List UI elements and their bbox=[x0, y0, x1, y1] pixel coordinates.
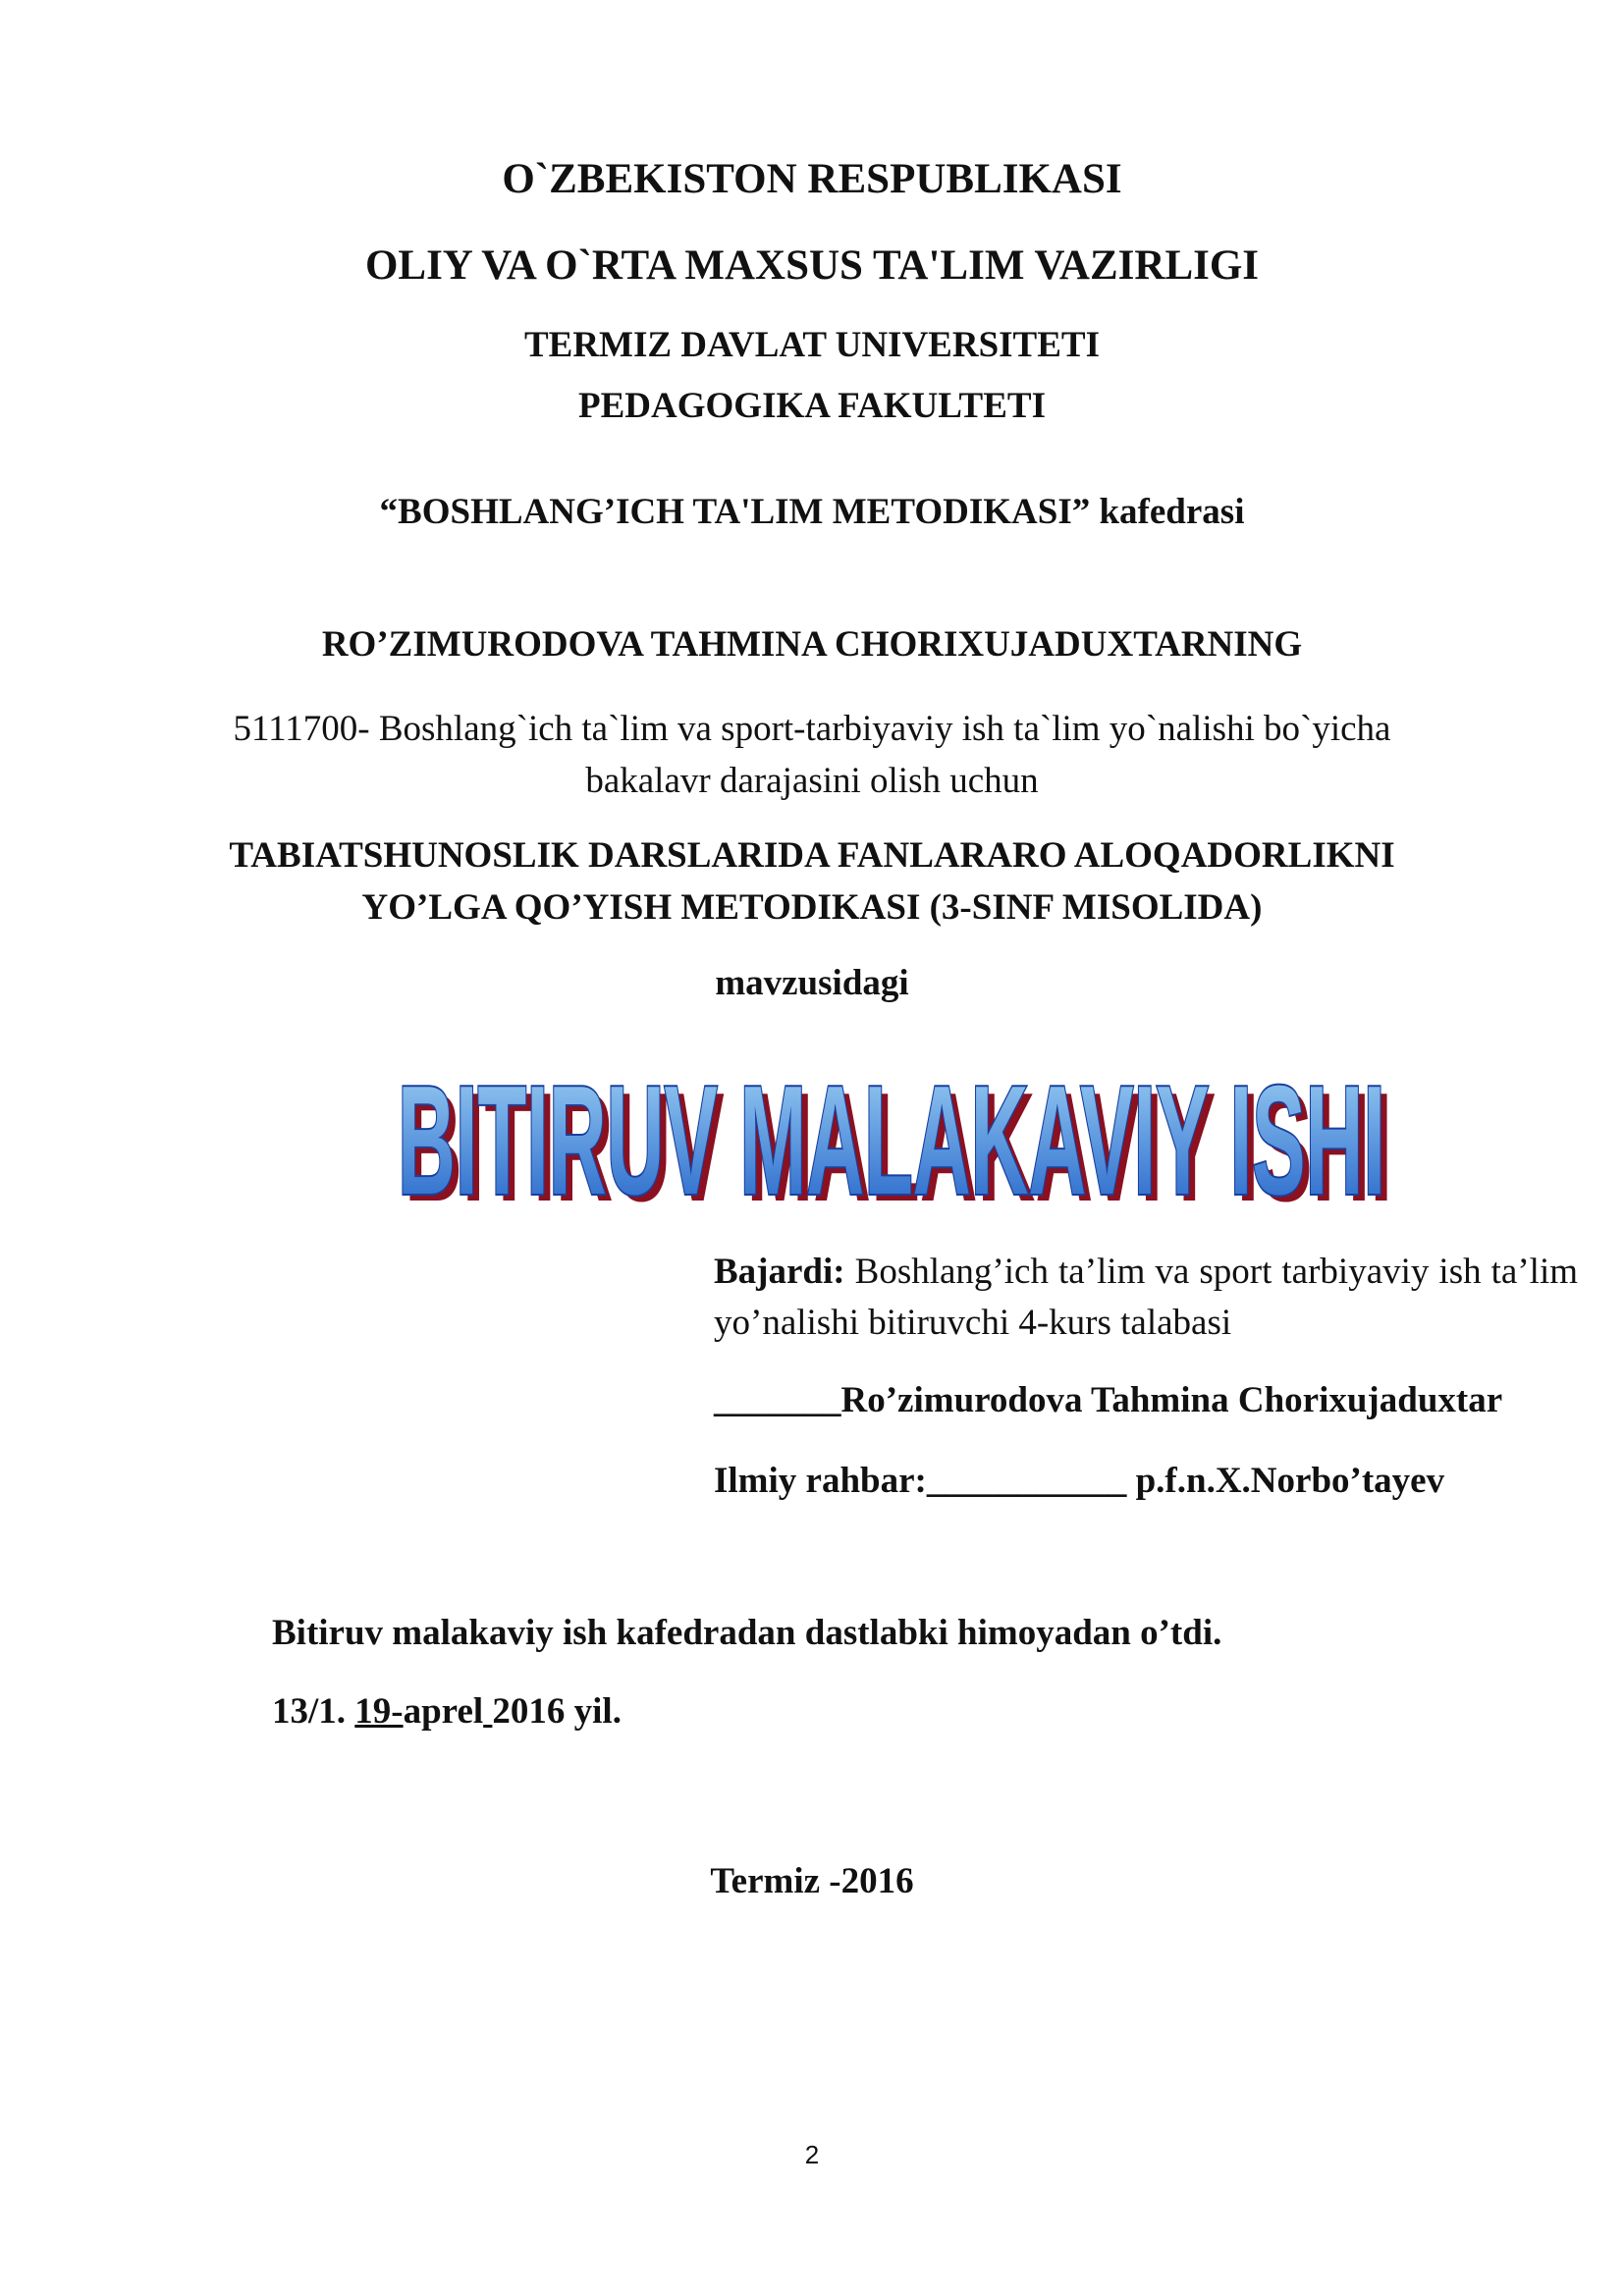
ministry-heading: OLIY VA O`RTA MAXSUS TA'LIM VAZIRLIGI bbox=[364, 242, 1260, 289]
wordart-shadow: BITIRUV MALAKAVIY ISHI bbox=[405, 1061, 1392, 1217]
performer-label: Bajardi: bbox=[714, 1252, 845, 1292]
topic-line-2: YO’LGA QO’YISH METODIKASI (3-SINF MISOLIDA) bbox=[361, 887, 1263, 928]
performer-description: Boshlang’ich ta’lim va sport tarbiyaviy ish ta’lim yo’nalishi bitiruvchi 4-kurs talabasi bbox=[714, 1252, 1579, 1343]
date-year: 2016 yil. bbox=[492, 1691, 622, 1732]
author-line: RO’ZIMURODOVA TAHMINA CHORIXUJADUXTARNING bbox=[321, 624, 1303, 665]
department-heading: “BOSHLANG’ICH TA'LIM METODIKASI” kafedrasi bbox=[379, 492, 1245, 532]
degree-line-2: bakalavr darajasini olish uchun bbox=[585, 761, 1039, 801]
city-year: Termiz -2016 bbox=[710, 1861, 914, 1901]
date-month: aprel bbox=[403, 1691, 484, 1732]
degree-description bbox=[0, 703, 1624, 807]
wordart-text: BITIRUV MALAKAVIY ISHI bbox=[398, 1054, 1385, 1217]
supervisor-name: p.f.n.X.Norbo’tayev bbox=[1135, 1461, 1445, 1501]
defense-note: Bitiruv malakaviy ish kafedradan dastlabki himoyadan o’tdi. bbox=[272, 1613, 1222, 1653]
republic-heading: O`ZBEKISTON RESPUBLIKASI bbox=[502, 156, 1122, 202]
student-name: Ro’zimurodova Tahmina Chorixujaduxtar bbox=[840, 1380, 1503, 1420]
topic-line-1: TABIATSHUNOSLIK DARSLARIDA FANLARARO ALOQADORLIKNI bbox=[229, 835, 1395, 876]
topic-suffix: mavzusidagi bbox=[715, 963, 909, 1003]
wordart-title bbox=[388, 1021, 1399, 1217]
page-number: 2 bbox=[804, 2140, 820, 2169]
supervisor-label: Ilmiy rahbar: bbox=[714, 1461, 927, 1501]
date-prefix: 13/1. bbox=[272, 1691, 355, 1732]
student-signature-line bbox=[714, 1379, 1578, 1421]
performer-info bbox=[714, 1247, 1578, 1349]
student-signature-blank: _______ bbox=[714, 1380, 841, 1420]
faculty-heading: PEDAGOGIKA FAKULTETI bbox=[578, 386, 1046, 426]
university-heading: TERMIZ DAVLAT UNIVERSITETI bbox=[523, 325, 1100, 365]
defense-date bbox=[272, 1690, 622, 1733]
thesis-topic bbox=[0, 829, 1624, 934]
date-day: 19- bbox=[354, 1691, 404, 1732]
degree-line-1: 5111700- Boshlang`ich ta`lim va sport-tarbiyaviy ish ta`lim yo`nalishi bo`yicha bbox=[233, 709, 1391, 749]
supervisor-line bbox=[714, 1460, 1578, 1502]
supervisor-signature-blank: ___________ bbox=[926, 1461, 1127, 1501]
